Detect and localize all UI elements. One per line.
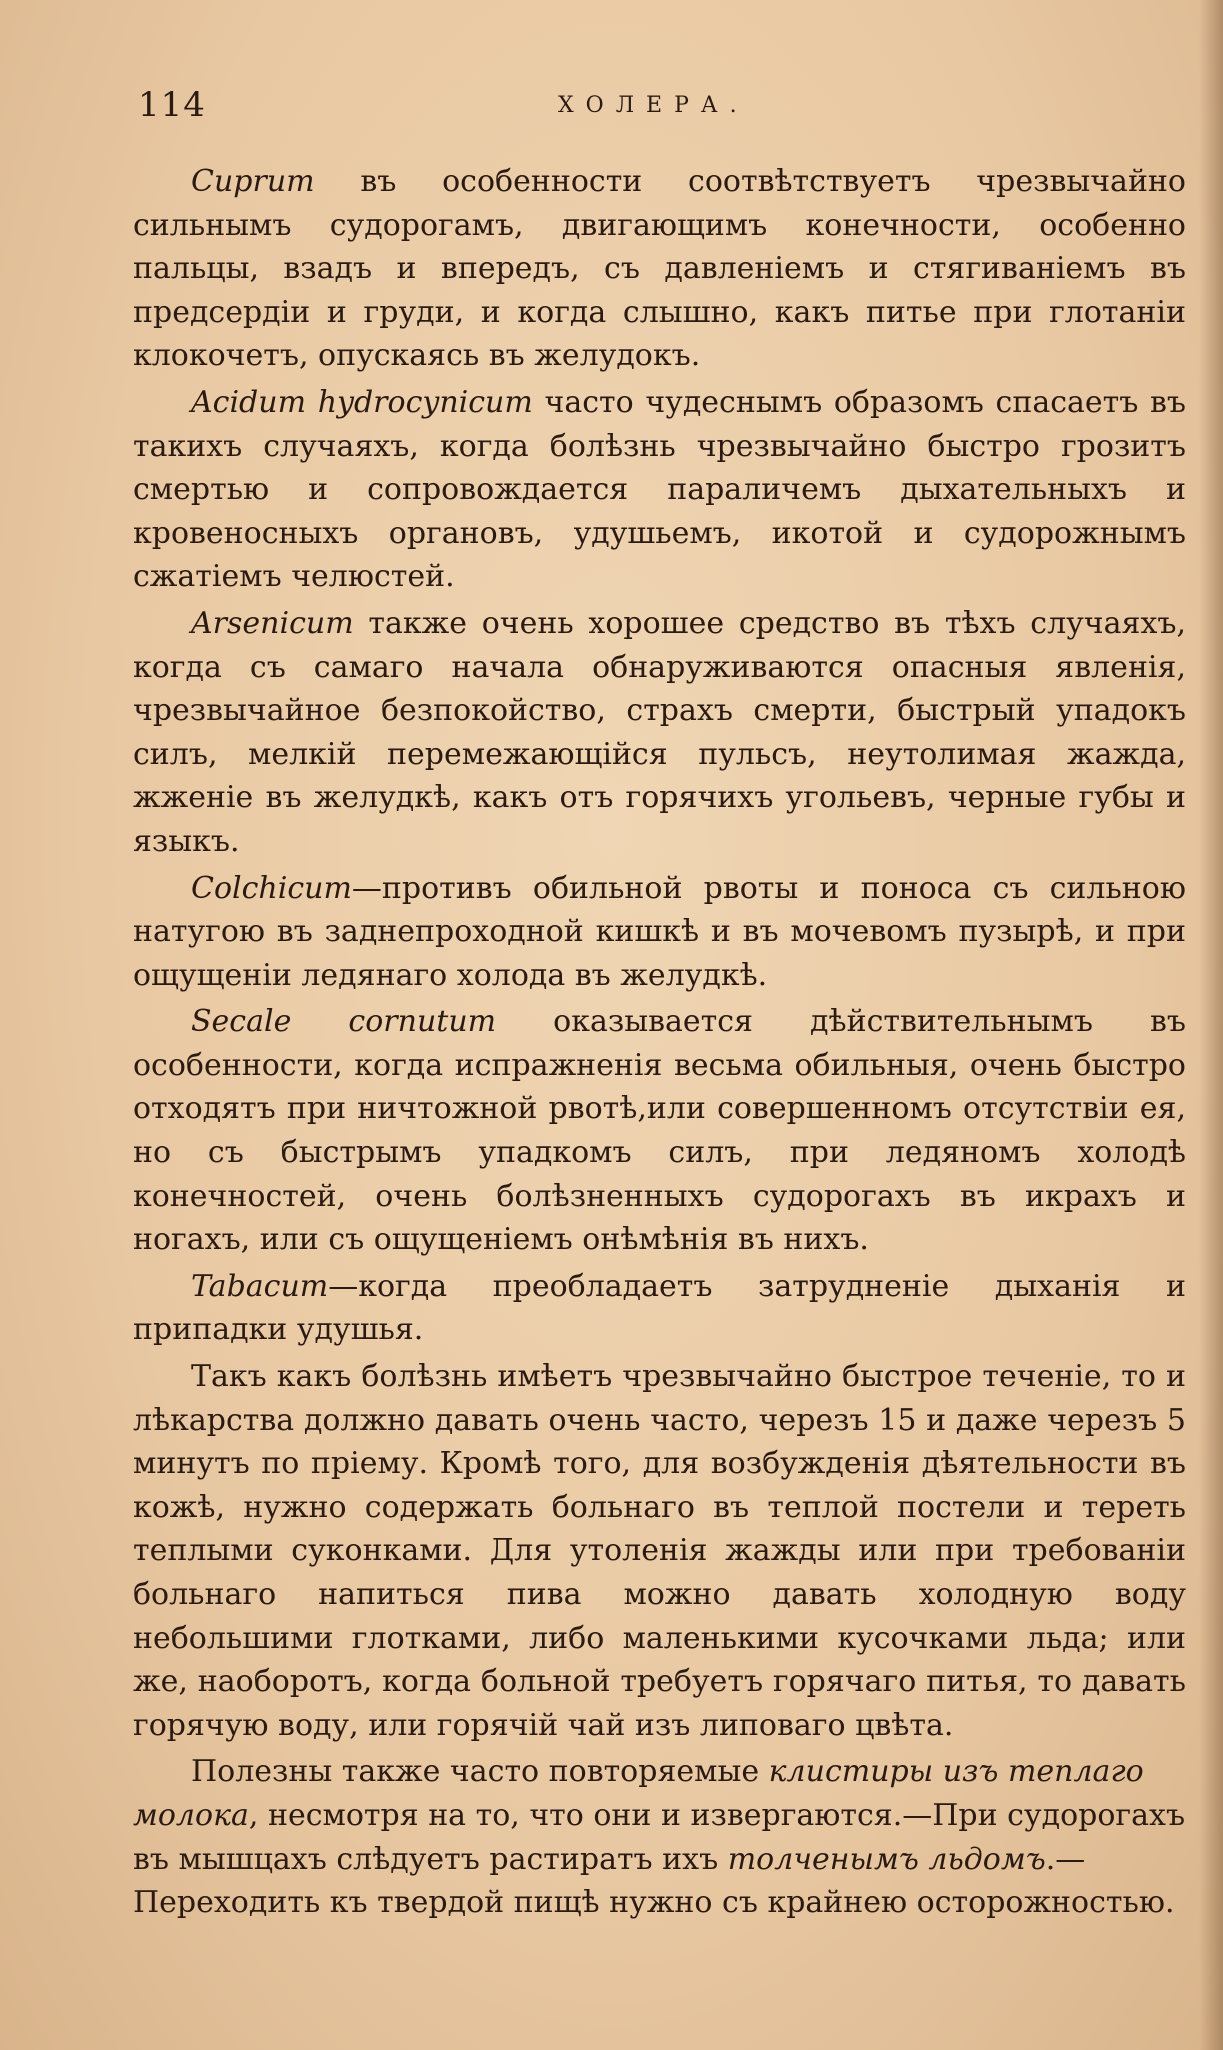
paragraph-text: Полезны также часто повторяемые <box>191 1754 769 1790</box>
page-header <box>138 85 1063 135</box>
paragraph-text: также очень хорошее средство въ тѣхъ случаяхъ, когда съ самаго начала обнаруживаются опасныя явленія, чрезвычайное безпокойство, страхъ смерти, быстрый упадокъ силъ, мелкій перемежающійся пульсъ, неутолимая жажда, жженіе въ желудкѣ, какъ отъ горячихъ угольевъ, черные губы и языкъ. <box>133 605 1186 859</box>
running-title: ХОЛЕРА. <box>558 93 749 118</box>
paragraph-text: Такъ какъ болѣзнь имѣетъ чрезвычайно быстрое теченіе, то и лѣкарства должно давать очень часто, черезъ 15 и даже черезъ 5 минутъ по пріему. Кромѣ того, для возбужденія дѣятельности въ кожѣ, нужно содержать больнаго въ теплой постели и тереть теплыми суконками. Для утоленія жажды или при требованіи больнаго напиться пива можно давать холодную воду небольшими глотками, либо маленькими кусочками льда; или же, наоборотъ, когда больной требуетъ горячаго питья, то давать горячую воду, или горячій чай изъ липоваго цвѣта. <box>133 1359 1186 1743</box>
paragraph-text: въ особенности соотвѣтствуетъ чрезвычайно сильнымъ судорогамъ, двигающимъ конечности, особенно пальцы, взадъ и впередъ, съ давленіемъ и стягиваніемъ въ предсердіи и груди, и когда слышно, какъ питье при глотаніи клокочетъ, опускаясь въ желудокъ. <box>133 164 1186 374</box>
emphasis-text: клистиры изъ теплаго молока <box>133 1754 1144 1833</box>
paragraph-text: —когда преобладаетъ затрудненіе дыханія и припадки удушья. <box>133 1268 1186 1348</box>
remedy-name: Arsenicum <box>191 605 354 641</box>
paragraph-text: часто чудеснымъ образомъ спасаетъ въ такихъ случаяхъ, когда болѣзнь чрезвычайно быстро грозитъ смертью и сопровождается параличемъ дыхательныхъ и кровеносныхъ органовъ, удушьемъ, икотой и судорожнымъ сжатіемъ челюстей. <box>133 384 1187 595</box>
emphasis-text: толченымъ льдомъ <box>727 1841 1046 1877</box>
paragraph-acidum <box>133 381 1186 599</box>
remedy-name: Cuprum <box>191 164 315 199</box>
paragraph-text: .—Переходить къ твердой пищѣ нужно съ крайнею осторожностью. <box>133 1841 1175 1921</box>
paragraph-tabacum <box>133 1265 1186 1352</box>
paragraph-text: оказывается дѣйствительнымъ въ особенности, когда испражненія весьма обильныя, очень быстро отходятъ при ничтожной рвотѣ,или совершенномъ отсутствіи ея, но съ быстрымъ упадкомъ силъ, при ледяномъ холодѣ конечностей, очень болѣзненныхъ судорогахъ въ икрахъ и ногахъ, или съ ощущеніемъ онѣмѣнія въ нихъ. <box>133 1004 1186 1258</box>
paragraph-secale <box>133 1000 1186 1262</box>
remedy-name: Colchicum <box>191 870 352 906</box>
remedy-name: Tabacum <box>191 1268 329 1304</box>
paragraph-final <box>133 1750 1186 1924</box>
remedy-name: Secale cornutum <box>191 1004 497 1040</box>
paragraph-cuprum <box>133 160 1186 378</box>
paragraph-arsenicum <box>133 602 1186 864</box>
paragraph-colchicum <box>133 867 1186 998</box>
body-text <box>133 160 1186 1928</box>
remedy-name: Acidum hydrocynicum <box>191 384 533 420</box>
paragraph-text: —противъ обильной рвоты и поноса съ сильною натугою въ заднепроходной кишкѣ и въ мочевомъ пузырѣ, и при ощущеніи ледянаго холода въ желудкѣ. <box>133 870 1186 993</box>
page-number: 114 <box>138 85 206 125</box>
paragraph-treatment <box>133 1355 1186 1747</box>
paragraph-text: , несмотря на то, что они и извергаются.—При судорогахъ въ мышцахъ слѣдуетъ растиратъ ихъ <box>133 1797 1186 1877</box>
